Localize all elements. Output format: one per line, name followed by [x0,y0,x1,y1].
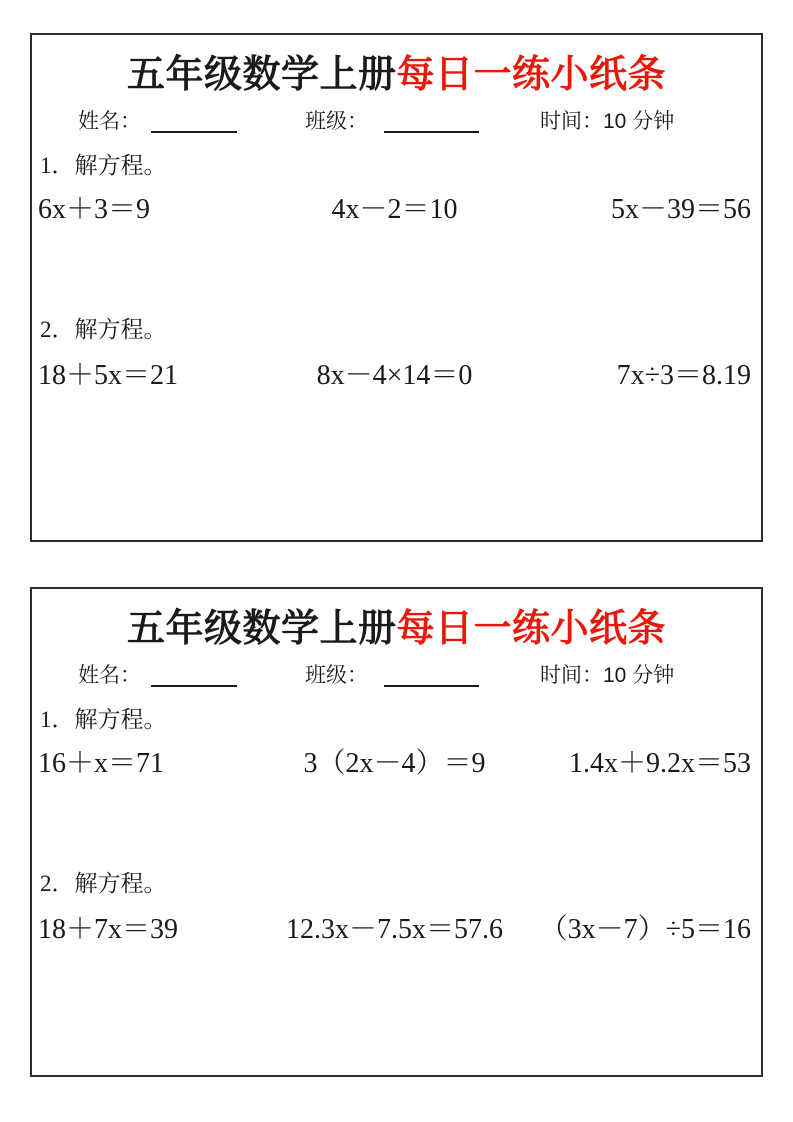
name-field [78,105,237,135]
section-2-equations [32,353,761,393]
time-label: 时间：10 分钟 [540,110,675,133]
equation: 8x－4×14＝0 [316,360,473,391]
class-field [305,659,479,689]
worksheet-title [32,43,761,98]
class-label: 班级： [305,110,368,133]
section-1-equations [32,741,761,781]
equation: 16＋x＝71 [38,748,165,779]
name-field [78,659,237,689]
equation: 5x－39＝56 [610,194,751,225]
equation: 6x＋3＝9 [38,194,151,225]
meta-row [32,659,761,693]
name-blank-line [151,110,237,133]
time-label: 时间：10 分钟 [540,664,675,687]
section-1-equations [32,187,761,227]
class-blank-line [384,664,479,687]
equation: 1.4x＋9.2x＝53 [568,748,751,779]
name-label: 姓名： [78,110,141,133]
worksheet-title-black: 五年级数学上册 [126,608,397,650]
equation: 4x－2＝10 [331,194,458,225]
worksheet-card-1 [30,33,763,542]
worksheet-title [32,597,761,652]
name-label: 姓名： [78,664,141,687]
equation: 18＋5x＝21 [38,360,179,391]
worksheet-title-red: 每日一练小纸条 [396,608,667,650]
section-2-heading: 2．解方程。 [40,317,167,342]
class-label: 班级： [305,664,368,687]
section-2-equations [32,907,761,947]
section-1-heading: 1．解方程。 [40,707,167,732]
class-blank-line [384,110,479,133]
meta-row [32,105,761,139]
worksheet-title-red: 每日一练小纸条 [396,54,667,96]
equation: 3（2x－4）＝9 [303,748,486,779]
class-field [305,105,479,135]
worksheet-title-black: 五年级数学上册 [126,54,397,96]
worksheet-card-2 [30,587,763,1077]
equation: 18＋7x＝39 [38,914,179,945]
name-blank-line [151,664,237,687]
section-2-heading: 2．解方程。 [40,871,167,896]
section-1-heading: 1．解方程。 [40,153,167,178]
equation: 7x÷3＝8.19 [616,360,751,391]
equation: 12.3x－7.5x＝57.6 [285,914,503,945]
equation: （3x－7）÷5＝16 [539,914,751,945]
